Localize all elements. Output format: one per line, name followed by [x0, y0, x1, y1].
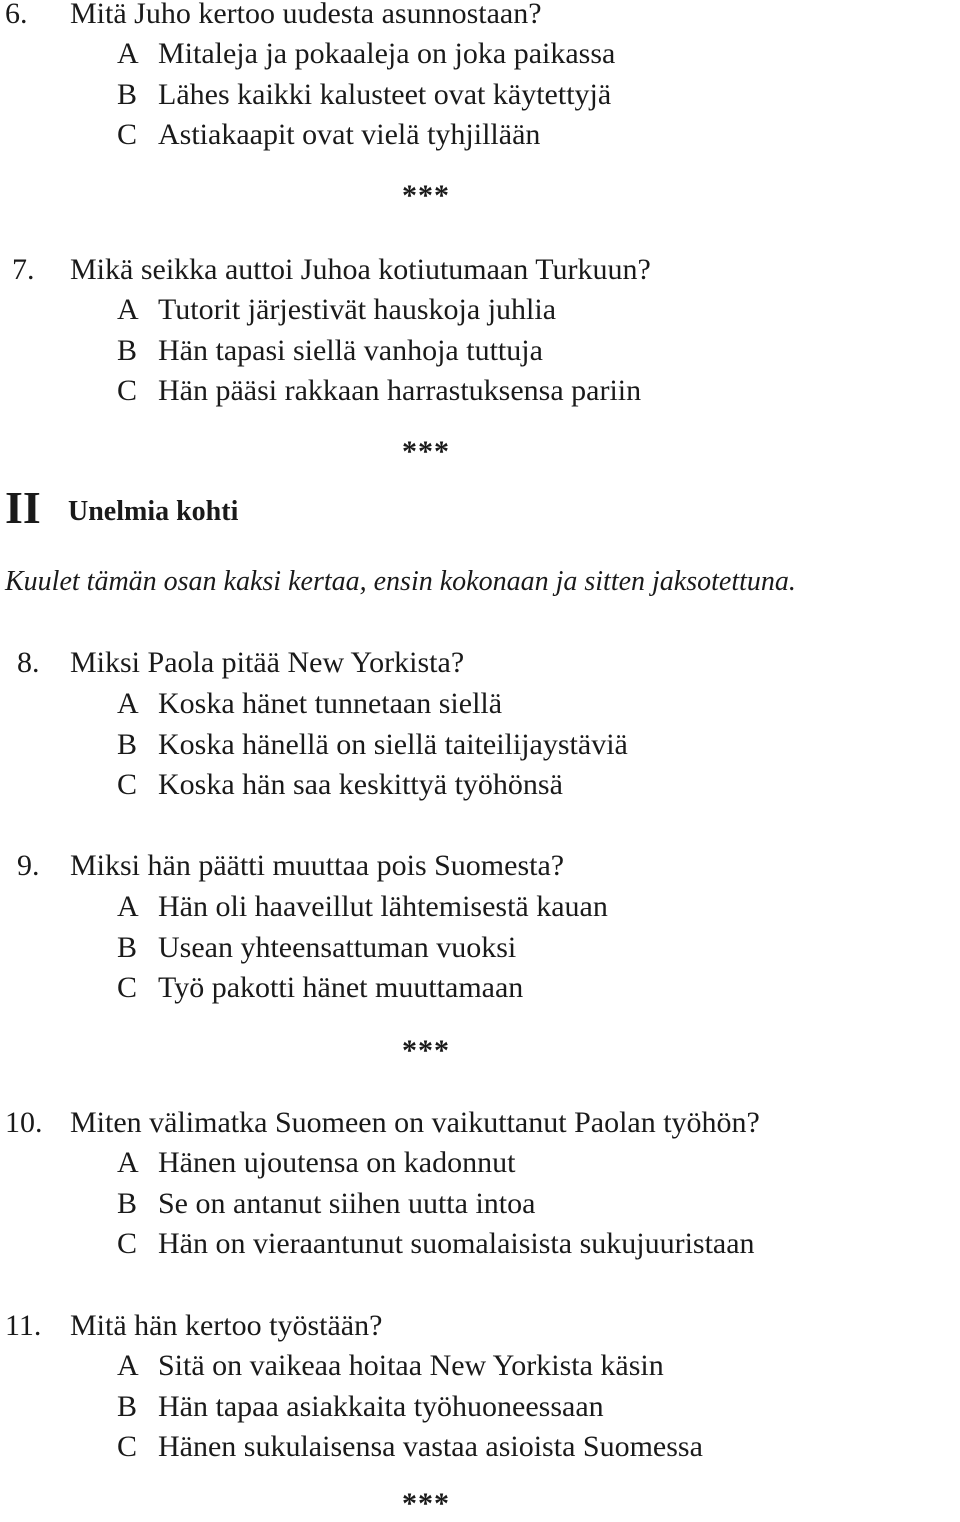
option-letter: B	[117, 1390, 138, 1423]
option-letter: C	[117, 118, 138, 151]
option-text: Hän on vieraantunut suomalaisista sukujuuristaan	[158, 1227, 755, 1260]
option-text: Hän tapasi siellä vanhoja tuttuja	[158, 334, 543, 367]
option-text: Sitä on vaikeaa hoitaa New Yorkista käsin	[158, 1349, 664, 1382]
option-text: Koska hänet tunnetaan siellä	[158, 687, 503, 720]
question-text: Miksi Paola pitää New Yorkista?	[70, 646, 465, 679]
option-letter: C	[117, 971, 138, 1004]
option-letter: C	[117, 1227, 138, 1260]
option-letter: C	[117, 1430, 138, 1463]
option-text: Tutorit järjestivät hauskoja juhlia	[158, 293, 557, 326]
separator: ***	[402, 435, 450, 468]
question-text: Miten välimatka Suomeen on vaikuttanut Paolan työhön?	[70, 1106, 760, 1139]
question-text: Mitä Juho kertoo uudesta asunnostaan?	[70, 0, 542, 30]
option-letter: B	[117, 1187, 138, 1220]
option-text: Koska hän saa keskittyä työhönsä	[158, 768, 563, 801]
section-roman-numeral: II	[5, 482, 41, 533]
option-text: Astiakaapit ovat vielä tyhjillään	[158, 118, 541, 151]
option-letter: A	[117, 293, 139, 326]
option-text: Mitaleja ja pokaaleja on joka paikassa	[158, 37, 616, 70]
question-number: 10.	[5, 1106, 43, 1139]
option-letter: C	[117, 374, 138, 407]
option-letter: B	[117, 334, 138, 367]
option-text: Työ pakotti hänet muuttamaan	[158, 971, 524, 1004]
option-text: Hän pääsi rakkaan harrastuksensa pariin	[158, 374, 642, 407]
option-letter: A	[117, 687, 139, 720]
option-text: Lähes kaikki kalusteet ovat käytettyjä	[158, 78, 612, 111]
option-text: Usean yhteensattuman vuoksi	[158, 931, 517, 964]
option-letter: A	[117, 37, 139, 70]
separator: ***	[402, 1034, 450, 1067]
section-instruction: Kuulet tämän osan kaksi kertaa, ensin kokonaan ja sitten jaksotettuna.	[5, 566, 796, 597]
option-letter: A	[117, 1146, 139, 1179]
question-text: Mitä hän kertoo työstään?	[70, 1309, 383, 1342]
question-number: 11.	[5, 1309, 42, 1342]
separator: ***	[402, 179, 450, 212]
option-text: Hän tapaa asiakkaita työhuoneessaan	[158, 1390, 604, 1423]
option-letter: C	[117, 768, 138, 801]
option-letter: A	[117, 1349, 139, 1382]
option-letter: A	[117, 890, 139, 923]
option-letter: B	[117, 728, 138, 761]
option-text: Se on antanut siihen uutta intoa	[158, 1187, 536, 1220]
option-letter: B	[117, 931, 138, 964]
option-text: Hän oli haaveillut lähtemisestä kauan	[158, 890, 608, 923]
question-text: Miksi hän päätti muuttaa pois Suomesta?	[70, 849, 565, 882]
section-title: Unelmia kohti	[68, 496, 239, 527]
option-letter: B	[117, 78, 138, 111]
separator: ***	[402, 1487, 450, 1520]
question-number: 9.	[17, 849, 40, 882]
option-text: Koska hänellä on siellä taiteilijaystäviä	[158, 728, 628, 761]
question-number: 8.	[17, 646, 40, 679]
question-number: 6.	[5, 0, 28, 30]
option-text: Hänen sukulaisensa vastaa asioista Suomessa	[158, 1430, 703, 1463]
question-number: 7.	[12, 253, 35, 286]
question-text: Mikä seikka auttoi Juhoa kotiutumaan Turkuun?	[70, 253, 651, 286]
option-text: Hänen ujoutensa on kadonnut	[158, 1146, 516, 1179]
